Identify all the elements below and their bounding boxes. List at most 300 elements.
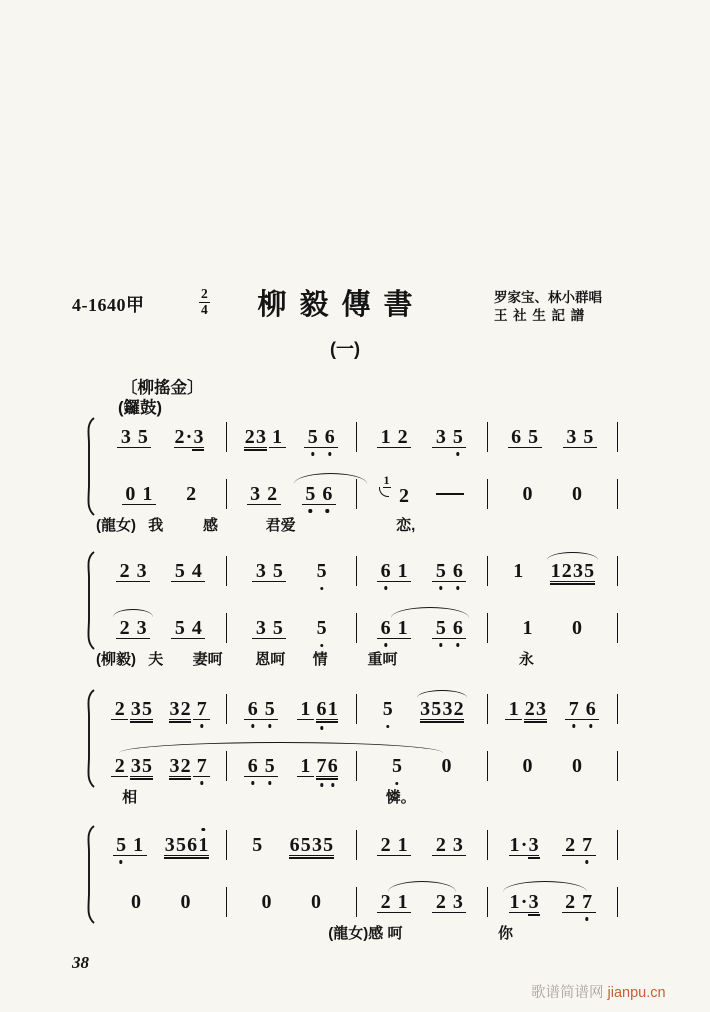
- note-group: [561, 892, 597, 913]
- note-digit: 6: [325, 427, 335, 447]
- note-group: [562, 427, 598, 448]
- note-digit: 0: [572, 617, 582, 639]
- beat-group: [376, 561, 412, 582]
- note-digit: 1: [300, 697, 311, 720]
- measure: [96, 479, 227, 509]
- octave-dot-below: [384, 643, 387, 646]
- beat-group: [296, 756, 339, 777]
- note-digit: 6: [453, 618, 463, 638]
- beat-group: [549, 561, 596, 582]
- note-group: [508, 892, 540, 913]
- note-digit: 1: [397, 559, 408, 582]
- note-digit: 2: [267, 482, 278, 505]
- watermark-domain: jianpu.cn: [607, 985, 666, 1001]
- note-digit: 5: [252, 834, 263, 856]
- measure: [488, 422, 619, 452]
- note-digit: 4: [191, 616, 202, 639]
- note-group: [110, 699, 129, 720]
- beat-group: [182, 484, 201, 504]
- note-group: [251, 618, 287, 639]
- note-digit: 6: [511, 425, 522, 448]
- measure: [96, 830, 227, 860]
- beat-group: [507, 427, 543, 448]
- lyric: 永: [518, 651, 534, 668]
- note-digit: 2: [119, 616, 130, 639]
- note-group: [110, 756, 129, 777]
- page-number: 38: [72, 953, 89, 972]
- note-digit: 2: [174, 425, 185, 448]
- measure: [96, 556, 227, 586]
- note-digit: 3: [420, 697, 431, 720]
- note-digit: 2: [435, 890, 446, 913]
- note-group: [419, 699, 466, 720]
- note-digit: 6: [317, 699, 327, 719]
- beat-group: [307, 892, 326, 912]
- octave-dot-below: [439, 643, 442, 646]
- note-group: [288, 835, 335, 856]
- section-number: (一): [330, 339, 360, 359]
- note-digit: 2: [524, 697, 535, 720]
- note-group: [568, 484, 587, 504]
- beat-group: [110, 699, 153, 720]
- measure: [227, 751, 358, 781]
- note-digit: 2: [565, 833, 576, 856]
- note-digit: 5: [436, 561, 446, 581]
- beat-group: [127, 892, 146, 912]
- note-digit: 2: [119, 559, 130, 582]
- beat-group: [388, 756, 407, 776]
- note-digit: 5: [142, 754, 153, 777]
- note-group: [518, 484, 537, 504]
- watermark-site-name: 歌谱简谱网: [531, 985, 604, 1001]
- note-group: [568, 756, 587, 776]
- note-digit: 3: [250, 482, 261, 505]
- beat-group: [431, 892, 467, 913]
- system-brace: [81, 824, 97, 926]
- note-digit: 0: [522, 483, 533, 505]
- note-digit: 3: [311, 833, 322, 856]
- octave-dot-below: [328, 452, 331, 455]
- measure: [357, 830, 488, 860]
- beat-group: [508, 892, 540, 913]
- measure: [96, 613, 227, 643]
- notation-row: [96, 420, 618, 454]
- lyric: 感: [203, 517, 219, 534]
- note-digit: 3: [255, 616, 266, 639]
- beat-group: [248, 835, 267, 855]
- credits: [494, 289, 602, 324]
- beat-group: [508, 835, 540, 856]
- beat-group: [110, 756, 153, 777]
- notation-row: [96, 828, 618, 862]
- note-digit: 6: [381, 561, 391, 581]
- note-group: [431, 835, 467, 856]
- beat-group: [115, 618, 151, 639]
- note-digit: 6: [322, 484, 332, 504]
- note-group: [248, 835, 267, 855]
- note-digit: 3: [164, 833, 175, 856]
- note-digit: 3: [566, 425, 577, 448]
- lyrics-row: [96, 786, 618, 810]
- note-group: [127, 892, 146, 912]
- lyric: (龍女)感 呵: [328, 925, 403, 942]
- lyric: 君爱: [265, 517, 296, 534]
- lyric: (龍女): [96, 517, 136, 534]
- lyric: 憐。: [385, 789, 416, 806]
- beat-group: [303, 427, 339, 448]
- notation-row: [96, 749, 618, 783]
- note-group: [388, 756, 407, 776]
- beam-line: [528, 857, 540, 859]
- beat-group: [436, 493, 464, 495]
- beat-group: [115, 561, 151, 582]
- note-digit: 2: [380, 890, 391, 913]
- lyric: 你: [497, 925, 513, 942]
- note-digit: 5: [272, 616, 283, 639]
- note-digit: 1: [380, 425, 391, 448]
- octave-dot-below: [386, 725, 389, 728]
- note-digit: 5: [174, 559, 185, 582]
- lyric: (柳毅): [96, 651, 136, 668]
- note-digit: 7: [569, 699, 579, 719]
- note-digit: 6: [248, 699, 258, 719]
- percussion-label: (鑼鼓): [118, 399, 162, 417]
- lyrics-row: [96, 514, 618, 538]
- octave-dot-below: [326, 509, 329, 512]
- note-digit: 2: [453, 697, 464, 720]
- note-group: [376, 427, 412, 448]
- octave-dot-below: [456, 643, 459, 646]
- measure: [488, 613, 619, 643]
- note-digit: 3: [169, 697, 180, 720]
- beat-group: [121, 484, 157, 505]
- note-digit: 0: [125, 482, 136, 505]
- beat-group: [173, 427, 205, 448]
- note-digit: 3: [572, 559, 583, 582]
- measure: [488, 694, 619, 724]
- measure: [96, 694, 227, 724]
- note-digit: 7: [317, 756, 327, 776]
- duration-dash: [436, 493, 464, 495]
- octave-dot-below: [585, 917, 588, 920]
- note-group: [376, 892, 412, 913]
- note-digit: 5: [174, 616, 185, 639]
- note-digit: 5: [300, 833, 311, 856]
- score-system: [96, 692, 618, 818]
- beat-group: [251, 618, 287, 639]
- note-digit: 6: [289, 833, 300, 856]
- beat-group: [257, 892, 276, 912]
- note-digit: 3: [529, 835, 539, 855]
- note-group: [431, 561, 467, 582]
- note-digit: 2: [180, 697, 191, 720]
- note-group: [115, 561, 151, 582]
- beat-group: [431, 427, 467, 448]
- note-group: [168, 756, 192, 777]
- notation-row: [96, 554, 618, 588]
- beat-group: [568, 618, 587, 638]
- note-digit: 3: [136, 616, 147, 639]
- octave-dot-above: [202, 828, 205, 831]
- lyric: 相: [122, 789, 138, 806]
- note-digit: 5: [383, 699, 393, 719]
- note-digit: ·: [520, 890, 528, 913]
- note-digit: 0: [572, 483, 582, 505]
- lyric: 妻呵: [192, 651, 223, 668]
- octave-dot-below: [200, 724, 203, 727]
- note-group: [170, 618, 206, 639]
- note-digit: 4: [191, 559, 202, 582]
- octave-dot-below: [311, 452, 314, 455]
- beat-group: [312, 618, 331, 638]
- note-group: [508, 835, 540, 856]
- note-digit: 5: [116, 835, 126, 855]
- beat-group: [168, 699, 211, 720]
- note-digit: 2: [565, 890, 576, 913]
- note-digit: 1: [397, 890, 408, 913]
- beat-group: [564, 699, 600, 720]
- note-group: [437, 756, 456, 776]
- note-digit: 1: [327, 697, 338, 720]
- beat-group: [376, 618, 412, 639]
- page-title: 柳毅傳書: [257, 289, 426, 321]
- note-digit: 3: [193, 427, 203, 447]
- beat-group: [251, 561, 287, 582]
- note-digit: 5: [392, 756, 402, 776]
- lyric: 恋,: [396, 517, 416, 534]
- note-digit: 6: [381, 618, 391, 638]
- note-digit: 6: [187, 833, 198, 856]
- lyrics-row: [96, 648, 618, 672]
- note-digit: 5: [584, 559, 595, 582]
- lyrics-row: [96, 922, 618, 946]
- beat-group: [561, 835, 597, 856]
- measure: [357, 556, 488, 586]
- note-digit: 2: [114, 754, 125, 777]
- beat-group: [301, 484, 337, 505]
- note-group: [564, 699, 600, 720]
- note-group: [518, 618, 537, 638]
- note-digit: 1: [300, 754, 311, 777]
- note-group: [115, 618, 151, 639]
- note-digit: 0: [572, 755, 582, 777]
- octave-dot-below: [320, 644, 323, 647]
- note-digit: 1: [550, 559, 561, 582]
- notation-row: [96, 611, 618, 645]
- note-digit: 3: [136, 559, 147, 582]
- octave-dot-below: [585, 860, 588, 863]
- note-digit: 1: [397, 833, 408, 856]
- score-system: [96, 828, 618, 954]
- system-brace: [81, 416, 97, 518]
- note-digit: 5: [308, 427, 318, 447]
- score-system: [96, 420, 618, 546]
- note-digit: 5: [317, 618, 327, 638]
- beat-group: [163, 835, 210, 856]
- note-digit: 3: [452, 890, 463, 913]
- note-digit: 5: [142, 697, 153, 720]
- note-group: [116, 427, 152, 448]
- score-system: [96, 554, 618, 680]
- note-group: [251, 561, 287, 582]
- note-digit: 3: [120, 425, 131, 448]
- beat-group: [288, 835, 335, 856]
- note-group: [568, 618, 587, 638]
- octave-dot-below: [439, 586, 442, 589]
- note-digit: 0: [522, 755, 533, 777]
- note-group: [170, 561, 206, 582]
- lyric: 我: [148, 517, 164, 534]
- octave-dot-below: [395, 782, 398, 785]
- note-digit: 3: [255, 425, 266, 448]
- measure: [227, 556, 358, 586]
- note-group: [246, 484, 282, 505]
- beat-group: [378, 699, 397, 719]
- slur: [503, 881, 587, 892]
- octave-dot-below: [251, 724, 254, 727]
- note-group: [192, 756, 211, 777]
- measure: [227, 887, 358, 917]
- beat-group: [437, 756, 456, 776]
- note-group: [112, 835, 148, 856]
- note-group: [176, 892, 195, 912]
- note-digit: 2: [561, 559, 572, 582]
- beat-group: [312, 561, 331, 581]
- note-group: [182, 484, 201, 504]
- note-group: [395, 486, 414, 506]
- note-group: [431, 892, 467, 913]
- note-group: [549, 561, 596, 582]
- beat-group: [176, 892, 195, 912]
- beat-group: [376, 835, 412, 856]
- note-digit: 5: [528, 425, 539, 448]
- octave-dot-below: [384, 586, 387, 589]
- note-digit: 5: [265, 699, 275, 719]
- lyric: 重呵: [367, 651, 398, 668]
- note-digit: 1: [509, 833, 520, 856]
- note-group: [129, 756, 153, 777]
- beat-group: [376, 427, 412, 448]
- note-digit: 3: [130, 754, 141, 777]
- octave-dot-below: [572, 724, 575, 727]
- octave-dot-below: [309, 509, 312, 512]
- time-signature-numerator: 2: [201, 286, 208, 301]
- note-digit: 5: [431, 697, 442, 720]
- note-group: [431, 618, 467, 639]
- note-digit: 5: [272, 559, 283, 582]
- beat-group: [168, 756, 211, 777]
- note-digit: 0: [261, 891, 272, 913]
- note-digit: 2: [244, 425, 255, 448]
- note-digit: 3: [452, 833, 463, 856]
- note-digit: 0: [311, 891, 321, 913]
- beat-group: [518, 618, 537, 638]
- note-group: [303, 427, 339, 448]
- note-group: [315, 699, 339, 720]
- measure: [227, 613, 358, 643]
- note-digit: 7: [582, 892, 592, 912]
- note-group: [121, 484, 157, 505]
- note-digit: 0: [131, 891, 141, 913]
- note-digit: 0: [441, 755, 452, 777]
- note-group: [307, 892, 326, 912]
- note-digit: 3: [442, 697, 453, 720]
- note-group: [173, 427, 205, 448]
- grace-note: 1: [380, 482, 395, 502]
- note-digit: 5: [436, 618, 446, 638]
- notation-row: [96, 885, 618, 919]
- note-digit: 1: [509, 890, 520, 913]
- note-digit: 1: [513, 560, 524, 582]
- note-group: [312, 618, 331, 638]
- measure: [488, 830, 619, 860]
- note-digit: 2: [180, 754, 191, 777]
- octave-dot-below: [251, 781, 254, 784]
- note-group: [243, 699, 279, 720]
- octave-dot-below: [589, 724, 592, 727]
- slur: [119, 742, 443, 753]
- beat-group: [170, 618, 206, 639]
- lyric: 恩呵: [255, 651, 286, 668]
- notation-row: [96, 473, 618, 511]
- beat-group: [243, 427, 286, 448]
- beat-group: [431, 618, 467, 639]
- note-group: [257, 892, 276, 912]
- beat-group: [504, 699, 547, 720]
- note-digit: 2: [380, 833, 391, 856]
- note-group: [509, 561, 528, 581]
- note-digit: 2: [397, 425, 408, 448]
- beat-group: [243, 699, 279, 720]
- measure: [488, 751, 619, 781]
- credit-transcriber: 王社生記譜: [494, 307, 590, 323]
- note-digit: 1: [397, 616, 408, 639]
- note-group: [243, 427, 267, 448]
- note-group: [376, 618, 412, 639]
- octave-dot-below: [119, 860, 122, 863]
- note-digit: 0: [180, 891, 191, 913]
- note-digit: 1: [198, 835, 208, 855]
- beat-group: [296, 699, 339, 720]
- system-brace: [81, 688, 97, 790]
- measure: [227, 422, 358, 452]
- note-group: [507, 427, 543, 448]
- note-digit: 5: [137, 425, 148, 448]
- note-group: [518, 756, 537, 776]
- note-digit: 5: [317, 561, 327, 581]
- notation-row: [96, 692, 618, 726]
- note-digit: 2: [114, 697, 125, 720]
- note-group: [268, 427, 287, 448]
- note-digit: 2: [435, 833, 446, 856]
- measure: [357, 473, 488, 509]
- catalog-number: 4-1640甲: [72, 295, 145, 315]
- beat-group: [518, 756, 537, 776]
- note-group: [296, 699, 315, 720]
- note-digit: 3: [169, 754, 180, 777]
- note-group: [296, 756, 315, 777]
- note-group: [378, 699, 397, 719]
- lyric: 夫: [148, 651, 164, 668]
- octave-dot-below: [456, 586, 459, 589]
- beat-group: [431, 835, 467, 856]
- note-digit: ·: [185, 425, 193, 448]
- note-digit: 6: [586, 699, 596, 719]
- note-digit: 3: [529, 892, 539, 912]
- beat-group: [243, 756, 279, 777]
- note-digit: 1: [133, 833, 144, 856]
- note-group: [163, 835, 210, 856]
